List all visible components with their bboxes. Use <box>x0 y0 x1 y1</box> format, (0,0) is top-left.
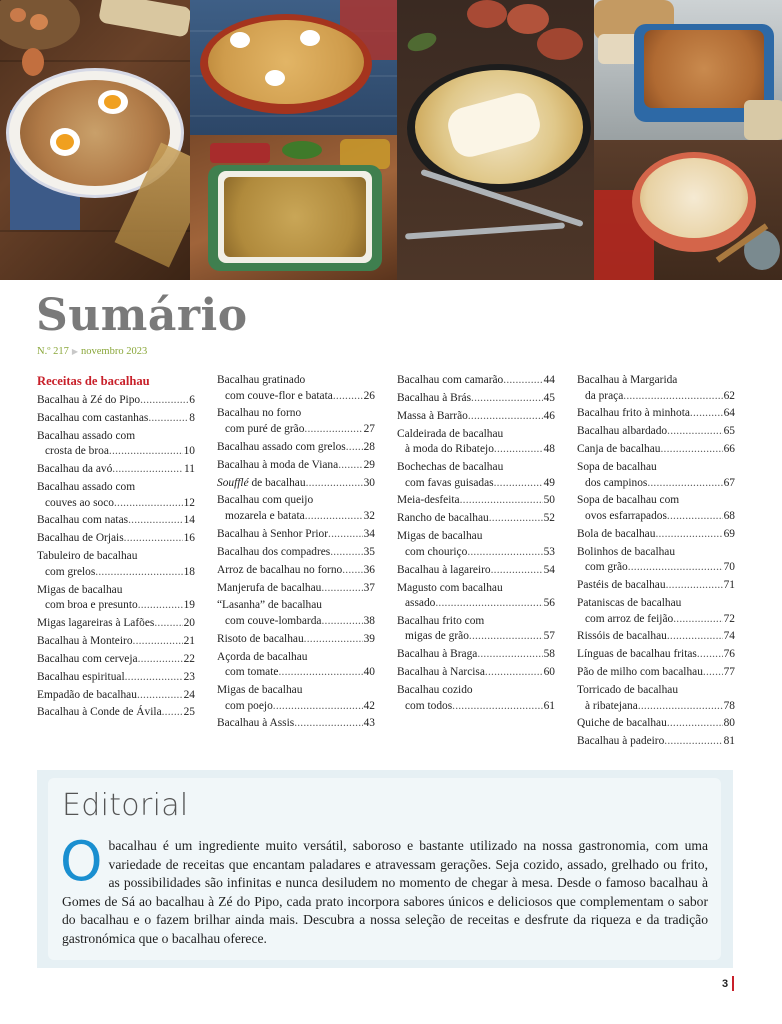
toc-entry[interactable] <box>397 373 555 389</box>
toc-entry-title: Caldeirada de bacalhau <box>397 427 504 440</box>
toc-page-number: 57 <box>543 630 555 643</box>
toc-entry[interactable] <box>217 527 375 543</box>
toc-entry[interactable] <box>577 442 735 458</box>
toc-entry-title: Bacalhau frito com <box>397 614 485 627</box>
toc-section-title: Receitas de bacalhau <box>37 374 150 388</box>
toc-entry-title: Massa à Barrão <box>397 409 468 422</box>
toc-page-number: 61 <box>543 699 555 712</box>
toc-leader-dots <box>647 476 722 492</box>
toc-entry[interactable] <box>577 683 735 714</box>
toc-page-number: 16 <box>183 532 195 545</box>
toc-entry-title: Bola de bacalhau <box>577 527 656 540</box>
toc-entry[interactable] <box>37 462 195 478</box>
toc-leader-dots <box>342 563 362 579</box>
issue-info <box>37 346 147 357</box>
toc-page-number: 20 <box>183 617 195 630</box>
toc-leader-dots <box>673 612 722 628</box>
toc-page-number: 81 <box>723 735 735 748</box>
toc-entry-title: Pão de milho com bacalhau <box>577 666 703 679</box>
toc-entry-title: Migas de bacalhau <box>397 530 483 543</box>
toc-entry-title: Bochechas de bacalhau <box>397 461 504 474</box>
toc-entry[interactable] <box>577 578 735 594</box>
toc-list-1 <box>37 393 195 721</box>
toc-entry-title: com chouriço <box>405 545 468 558</box>
toc-page-number: 30 <box>363 476 375 489</box>
toc-page-number: 76 <box>723 648 735 661</box>
toc-entry[interactable] <box>217 458 375 474</box>
toc-entry[interactable] <box>37 688 195 704</box>
toc-page-number: 40 <box>363 666 375 679</box>
toc-entry-title: Pataniscas de bacalhau <box>577 597 682 610</box>
toc-page-number: 8 <box>189 411 195 424</box>
toc-page-number: 60 <box>543 666 555 679</box>
toc-entry-title: assado <box>405 597 436 610</box>
toc-page-number: 64 <box>723 407 735 420</box>
toc-entry-title: Bacalhau à Narcisa <box>397 666 485 679</box>
toc-entry[interactable] <box>37 480 195 511</box>
toc-entry-title: couves ao soco <box>45 496 114 509</box>
toc-entry-title: Migas lagareiras à Lafões <box>37 617 155 630</box>
toc-page-number: 32 <box>363 509 375 522</box>
page-number-bar <box>732 976 734 991</box>
toc-entry[interactable] <box>397 427 555 458</box>
toc-page-number: 34 <box>363 527 375 540</box>
toc-entry[interactable] <box>37 616 195 632</box>
toc-entry[interactable] <box>217 440 375 456</box>
toc-entry[interactable] <box>577 406 735 422</box>
photo-travessa-azul <box>594 0 782 140</box>
toc-entry[interactable] <box>577 424 735 440</box>
toc-leader-dots <box>140 393 188 409</box>
toc-leader-dots <box>109 444 183 460</box>
toc-leader-dots <box>661 442 723 458</box>
toc-leader-dots <box>503 373 542 389</box>
toc-leader-dots <box>321 581 362 597</box>
toc-entry-title: crosta de broa <box>45 445 109 458</box>
toc-column-2 <box>217 373 375 734</box>
toc-entry-title: Bacalhau de Orjais <box>37 532 124 545</box>
toc-page-number: 52 <box>543 512 555 525</box>
toc-entry-title: com tomate <box>225 666 279 679</box>
toc-leader-dots <box>666 578 723 594</box>
toc-entry[interactable] <box>577 545 735 576</box>
toc-entry-title: Torricado de bacalhau <box>577 684 679 697</box>
toc-entry-title: Migas de bacalhau <box>217 684 303 697</box>
toc-page-number: 69 <box>723 527 735 540</box>
toc-entry-title: Bacalhau à Braga <box>397 648 478 661</box>
toc-page-number: 50 <box>543 494 555 507</box>
toc-entry-title: com poejo <box>225 699 273 712</box>
toc-leader-dots <box>638 699 723 715</box>
toc-leader-dots <box>125 670 183 686</box>
triangle-icon: ▶ <box>71 347 78 356</box>
toc-entry-title: com grão <box>585 561 628 574</box>
toc-entry-title: Magusto com bacalhau <box>397 581 503 594</box>
toc-entry-title: Bacalhau com natas <box>37 514 129 527</box>
toc-leader-dots <box>128 513 183 529</box>
toc-page-number: 53 <box>543 545 555 558</box>
toc-leader-dots <box>452 699 542 715</box>
toc-leader-dots <box>154 616 182 632</box>
toc-entry[interactable] <box>37 634 195 650</box>
toc-entry-title: Bacalhau à Conde de Ávila <box>37 706 162 719</box>
toc-leader-dots <box>304 632 363 648</box>
toc-entry[interactable] <box>577 373 735 404</box>
toc-entry-title: à moda do Ribatejo <box>405 443 494 456</box>
toc-leader-dots <box>273 699 363 715</box>
toc-entry-title: Meia-desfeita <box>397 494 460 507</box>
toc-page-number: 25 <box>183 706 195 719</box>
toc-entry-title: Sopa de bacalhau com <box>577 494 680 507</box>
toc-leader-dots <box>137 688 183 704</box>
toc-entry-title: com grelos <box>45 565 96 578</box>
toc-page-number: 6 <box>189 394 195 406</box>
toc-entry[interactable] <box>217 545 375 561</box>
toc-entry[interactable] <box>397 529 555 560</box>
toc-page-number: 78 <box>723 699 735 712</box>
toc-leader-dots <box>138 652 183 668</box>
toc-entry-title: Bacalhau assado com grelos <box>217 440 346 453</box>
toc-entry[interactable] <box>577 629 735 645</box>
toc-entry[interactable] <box>217 373 375 404</box>
toc-entry-title: da praça <box>585 389 624 402</box>
toc-entry-title: Bacalhau à Brás <box>397 391 472 404</box>
toc-entry-title: Manjerufa de bacalhau <box>217 581 322 594</box>
toc-entry[interactable] <box>217 563 375 579</box>
issue-number: N.º 217 <box>37 346 69 357</box>
toc-entry[interactable] <box>577 596 735 627</box>
toc-entry-title: Bacalhau cozido <box>397 684 473 697</box>
toc-page-number: 28 <box>363 440 375 453</box>
toc-entry-title: mozarela e batata <box>225 509 305 522</box>
toc-entry-title: Bacalhau dos compadres <box>217 545 331 558</box>
toc-leader-dots <box>494 476 543 492</box>
toc-leader-dots <box>467 545 542 561</box>
toc-entry[interactable] <box>217 632 375 648</box>
toc-entry[interactable] <box>37 583 195 614</box>
toc-leader-dots <box>346 440 363 456</box>
page-number: 3 <box>722 978 729 990</box>
toc-list-4 <box>577 373 735 750</box>
toc-page-number: 56 <box>543 597 555 610</box>
photo-sopa-bacalhau <box>594 140 782 280</box>
toc-entry-title: Bacalhau com camarão <box>397 374 504 386</box>
toc-entry[interactable] <box>397 581 555 612</box>
toc-page-number: 19 <box>183 599 195 612</box>
toc-page-number: 74 <box>723 630 735 643</box>
toc-entry[interactable] <box>577 527 735 543</box>
toc-entry-title: Bacalhau à padeiro <box>577 735 665 748</box>
toc-leader-dots <box>294 716 362 732</box>
toc-entry-title: Bacalhau frito à minhota <box>577 407 690 420</box>
toc-entry-title: Sopa de bacalhau <box>577 461 657 474</box>
toc-entry[interactable] <box>217 406 375 437</box>
toc-leader-dots <box>305 509 363 525</box>
toc-entry-title: “Lasanha” de bacalhau <box>217 599 322 612</box>
toc-leader-dots <box>703 665 723 681</box>
toc-page-number: 39 <box>363 632 375 645</box>
toc-entry-title: Bacalhau com queijo <box>217 494 314 507</box>
toc-leader-dots <box>435 596 542 612</box>
toc-list-2 <box>217 373 375 732</box>
toc-column-3 <box>397 373 555 716</box>
toc-page-number: 12 <box>183 496 195 509</box>
toc-entry-title: Soufflé de bacalhau <box>217 476 306 489</box>
toc-page-number: 46 <box>543 409 555 422</box>
toc-column-4 <box>577 373 735 752</box>
toc-entry[interactable] <box>577 665 735 681</box>
toc-page-number: 62 <box>723 389 735 402</box>
toc-leader-dots <box>148 411 188 427</box>
toc-entry[interactable] <box>37 531 195 547</box>
toc-leader-dots <box>485 665 543 681</box>
toc-entry[interactable] <box>397 391 555 407</box>
toc-entry-title: Bacalhau à moda de Viana <box>217 458 339 471</box>
toc-entry[interactable] <box>217 493 375 524</box>
toc-leader-dots <box>114 496 183 512</box>
toc-leader-dots <box>667 629 723 645</box>
toc-entry-title: dos campinos <box>585 476 648 489</box>
toc-entry-title: com favas guisadas <box>405 476 494 489</box>
toc-entry[interactable] <box>37 652 195 668</box>
toc-page-number: 45 <box>543 391 555 404</box>
toc-leader-dots <box>477 647 542 663</box>
toc-entry[interactable] <box>397 460 555 491</box>
toc-page-number: 29 <box>363 458 375 471</box>
toc-leader-dots <box>667 424 722 440</box>
toc-entry-title: Canja de bacalhau <box>577 443 661 456</box>
toc-entry[interactable] <box>217 581 375 597</box>
toc-leader-dots <box>667 509 723 525</box>
toc-leader-dots <box>468 409 543 425</box>
toc-leader-dots <box>460 493 543 509</box>
toc-entry-title: migas de grão <box>405 630 469 643</box>
toc-leader-dots <box>333 389 363 405</box>
toc-page-number: 54 <box>543 563 555 576</box>
toc-entry-title: Bacalhau à lagareiro <box>397 563 491 576</box>
toc-leader-dots <box>330 545 362 561</box>
toc-entry-title: Bacalhau da avó <box>37 463 113 476</box>
toc-entry-title: com couve-lombarda <box>225 614 322 627</box>
toc-leader-dots <box>690 406 723 422</box>
toc-leader-dots <box>628 560 723 576</box>
page-title: Sumário <box>36 290 248 341</box>
toc-entry-title: Bacalhau albardado <box>577 425 668 438</box>
toc-leader-dots <box>133 634 183 650</box>
toc-leader-dots <box>655 527 722 543</box>
toc-leader-dots <box>667 716 723 732</box>
toc-leader-dots <box>469 629 543 645</box>
issue-date: novembro 2023 <box>81 346 148 357</box>
toc-entry[interactable] <box>577 716 735 732</box>
photo-salada-grao <box>190 0 397 135</box>
toc-entry-title: Línguas de bacalhau fritas <box>577 648 697 661</box>
toc-page-number: 26 <box>363 389 375 402</box>
toc-leader-dots <box>491 563 543 579</box>
toc-page-number: 11 <box>184 463 195 476</box>
toc-leader-dots <box>471 391 543 407</box>
toc-entry-title: Arroz de bacalhau no forno <box>217 563 343 576</box>
toc-entry-title: com arroz de feijão <box>585 612 674 625</box>
toc-page-number: 58 <box>543 648 555 661</box>
toc-entry[interactable] <box>37 670 195 686</box>
toc-entry-title: Bacalhau à Zé do Pipo <box>37 394 141 406</box>
toc-page-number: 42 <box>363 699 375 712</box>
toc-entry-title: Bolinhos de bacalhau <box>577 545 676 558</box>
toc-entry[interactable] <box>397 647 555 663</box>
toc-entry[interactable] <box>217 476 375 492</box>
toc-entry-title: Empadão de bacalhau <box>37 688 137 701</box>
toc-entry-title: Rissóis de bacalhau <box>577 630 667 643</box>
toc-entry[interactable] <box>37 429 195 460</box>
toc-entry[interactable] <box>37 513 195 529</box>
photo-collage <box>0 0 782 280</box>
toc-page-number: 65 <box>723 425 735 438</box>
toc-leader-dots <box>112 462 183 478</box>
toc-leader-dots <box>623 389 722 405</box>
toc-page-number: 18 <box>183 565 195 578</box>
toc-entry-title: Bacalhau assado com <box>37 481 136 494</box>
toc-entry-title: Tabuleiro de bacalhau <box>37 550 138 563</box>
toc-page-number: 24 <box>183 688 195 701</box>
toc-entry[interactable] <box>397 614 555 645</box>
toc-entry-title: Bacalhau gratinado <box>217 374 306 386</box>
toc-leader-dots <box>304 422 362 438</box>
toc-page-number: 10 <box>183 445 195 458</box>
toc-entry[interactable] <box>397 563 555 579</box>
toc-entry-title: Bacalhau à Monteiro <box>37 634 133 647</box>
toc-entry[interactable] <box>397 493 555 509</box>
toc-page-number: 80 <box>723 717 735 730</box>
toc-entry-title: Pastéis de bacalhau <box>577 579 666 592</box>
toc-entry[interactable] <box>37 411 195 427</box>
toc-entry[interactable] <box>397 409 555 425</box>
toc-page-number: 21 <box>183 634 195 647</box>
toc-page-number: 38 <box>363 614 375 627</box>
toc-entry[interactable] <box>37 549 195 580</box>
toc-page-number: 77 <box>723 666 735 679</box>
toc-page-number: 36 <box>363 563 375 576</box>
toc-leader-dots <box>306 476 363 492</box>
toc-entry-title: com broa e presunto <box>45 599 138 612</box>
toc-page-number: 27 <box>363 422 375 435</box>
toc-entry[interactable] <box>577 493 735 524</box>
toc-page-number: 43 <box>363 717 375 730</box>
toc-entry-title: Bacalhau à Margarida <box>577 374 678 386</box>
toc-leader-dots <box>328 527 363 543</box>
toc-entry-title: com todos <box>405 699 453 712</box>
toc-entry-title: Bacalhau espiritual <box>37 670 125 683</box>
toc-page-number: 49 <box>543 476 555 489</box>
toc-entry-title: à ribatejana <box>585 699 638 712</box>
toc-entry-title: Risoto de bacalhau <box>217 632 304 645</box>
toc-entry-title: Bacalhau à Assis <box>217 717 295 730</box>
toc-entry-title: com couve-flor e batata <box>225 389 333 402</box>
toc-entry[interactable] <box>397 665 555 681</box>
toc-leader-dots <box>124 531 183 547</box>
toc-page-number: 68 <box>723 509 735 522</box>
toc-entry-title: Rancho de bacalhau <box>397 512 489 525</box>
toc-page-number: 14 <box>183 514 195 527</box>
toc-leader-dots <box>95 565 182 581</box>
toc-entry[interactable] <box>37 393 195 409</box>
toc-page-number: 48 <box>543 443 555 456</box>
toc-entry-title: Bacalhau à Senhor Prior <box>217 527 329 540</box>
toc-page-number: 44 <box>543 374 555 386</box>
toc-leader-dots <box>489 511 543 527</box>
toc-page-number: 71 <box>723 579 735 592</box>
photo-bacalhau-lagareiro <box>397 0 594 280</box>
toc-page-number: 22 <box>183 652 195 665</box>
editorial-title: Editorial <box>62 788 189 823</box>
editorial-dropcap: O <box>60 830 103 893</box>
toc-column-1 <box>37 373 195 723</box>
toc-page-number: 72 <box>723 612 735 625</box>
toc-entry[interactable] <box>37 705 195 721</box>
toc-entry-title: com puré de grão <box>225 422 305 435</box>
toc-page-number: 67 <box>723 476 735 489</box>
toc-entry-title: Migas de bacalhau <box>37 583 123 596</box>
toc-entry-title: Bacalhau assado com <box>37 429 136 442</box>
toc-page-number: 23 <box>183 670 195 683</box>
toc-page-number: 70 <box>723 561 735 574</box>
toc-entry-title: Bacalhau com cerveja <box>37 652 138 665</box>
toc-leader-dots <box>664 734 722 750</box>
toc-leader-dots <box>138 598 183 614</box>
toc-list-3 <box>397 373 555 714</box>
toc-leader-dots <box>494 442 543 458</box>
toc-entry-title: Açorda de bacalhau <box>217 650 308 663</box>
toc-entry-title: Quiche de bacalhau <box>577 717 667 730</box>
photo-bacalhau-ze-do-pipo <box>0 0 190 280</box>
toc-entry[interactable] <box>577 647 735 663</box>
toc-entry-title: Bacalhau no forno <box>217 407 302 420</box>
toc-entry[interactable] <box>217 650 375 681</box>
toc-entry[interactable] <box>397 511 555 527</box>
toc-entry[interactable] <box>397 683 555 714</box>
toc-entry[interactable] <box>577 734 735 750</box>
toc-leader-dots <box>321 614 362 630</box>
photo-gratinado <box>190 135 397 280</box>
toc-entry[interactable] <box>577 460 735 491</box>
toc-leader-dots <box>162 705 183 721</box>
toc-entry[interactable] <box>217 716 375 732</box>
editorial-text <box>60 830 708 949</box>
toc-leader-dots <box>338 458 362 474</box>
toc-page-number: 37 <box>363 581 375 594</box>
toc-entry[interactable] <box>217 598 375 629</box>
toc-entry-title: Bacalhau com castanhas <box>37 411 149 424</box>
toc-leader-dots <box>278 665 362 681</box>
toc-page-number: 66 <box>723 443 735 456</box>
toc-page-number: 35 <box>363 545 375 558</box>
toc-entry-title: ovos esfarrapados <box>585 509 667 522</box>
editorial-body: bacalhau é um ingrediente muito versátil, saboroso e bastante utilizado na nossa gastronomia, com uma variedade de receitas que encantam paladares e atravessam gerações. Seja cozido, assado, grelhado ou frito, as possibilidades são infinitas e nunca desiludem no momento de chegar à mesa. Desde o famoso bacalhau à Gomes de Sá ao bacalhau à Zé do Pipo, cada prato incorpora sabores únicos e deliciosos que complementam o sabor do bacalhau e o fazem brilhar ainda mais. Descubra a nossa seleção de receitas e desfrute da riqueza e da tradição gastronómica que o bacalhau oferece. <box>62 838 708 946</box>
toc-entry[interactable] <box>217 683 375 714</box>
toc-leader-dots <box>697 647 723 663</box>
